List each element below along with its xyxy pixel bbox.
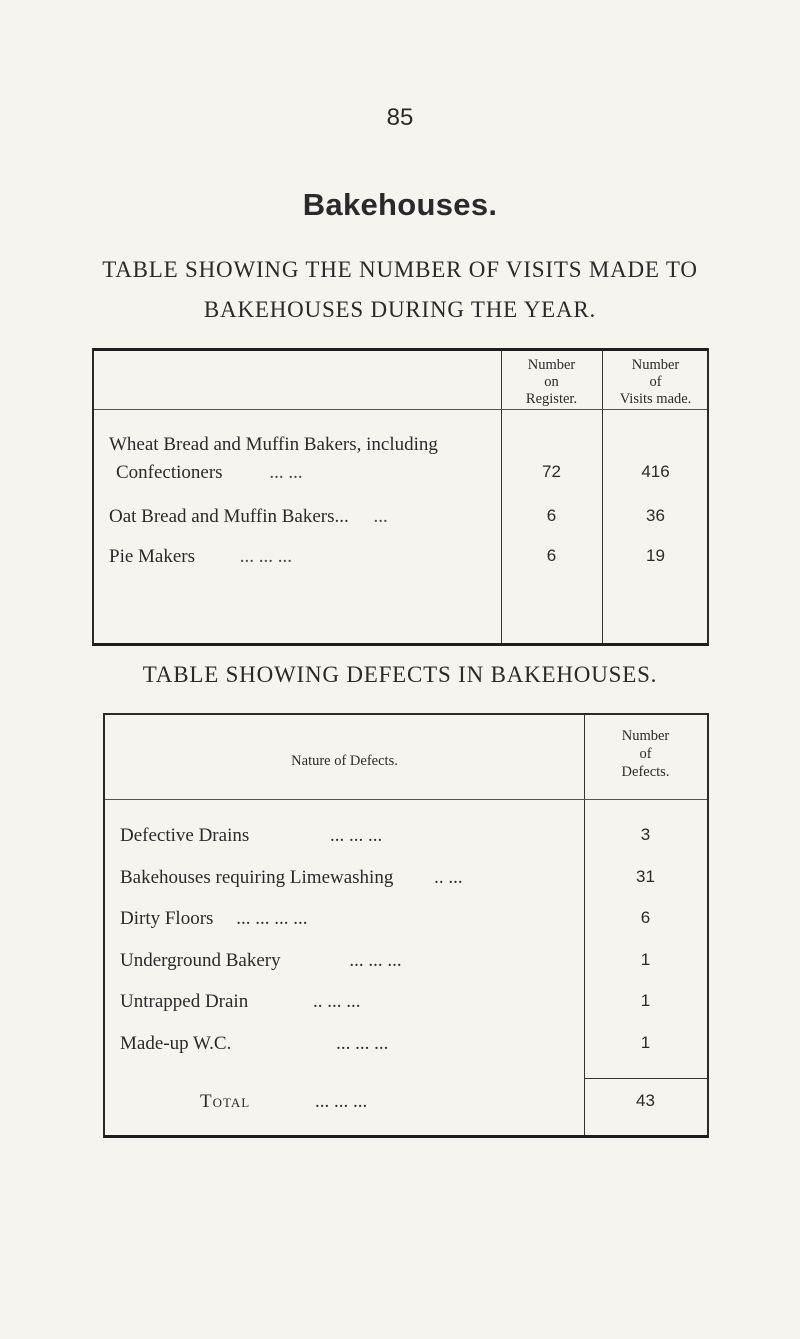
register-count: 72	[542, 462, 561, 481]
defect-count: 1	[640, 950, 651, 969]
visits-count: 416	[641, 462, 670, 481]
row-label: Confectioners ... ...	[116, 462, 303, 483]
table-row	[105, 991, 707, 1019]
visits-table-caption-line1: TABLE SHOWING THE NUMBER OF VISITS MADE TO	[102, 257, 698, 282]
total-row	[105, 1091, 707, 1119]
visits-count: 19	[646, 546, 665, 565]
defect-label: Defective Drains ... ... ...	[120, 825, 383, 846]
defects-table	[103, 713, 709, 1138]
total-label-group: Total ... ... ...	[200, 1091, 368, 1112]
table-row	[105, 1033, 707, 1061]
row-label-line1: Wheat Bread and Muffin Bakers, including	[109, 434, 438, 455]
header-number-of-visits: Number of Visits made.	[619, 357, 692, 407]
visits-table-caption-line2: BAKEHOUSES DURING THE YEAR.	[203, 297, 597, 322]
defect-count: 31	[636, 867, 655, 886]
header-number-of-defects: Number of Defects.	[621, 728, 670, 780]
header-divider	[94, 409, 707, 410]
total-count: 43	[636, 1091, 655, 1110]
table-row	[105, 950, 707, 978]
page-number: 85	[386, 104, 414, 131]
header-nature-of-defects: Nature of Defects.	[291, 753, 398, 769]
defects-table-caption: TABLE SHOWING DEFECTS IN BAKEHOUSES.	[142, 662, 658, 687]
header-number-on-register: Number on Register.	[525, 357, 578, 407]
table-row	[94, 506, 707, 534]
register-count: 6	[546, 506, 557, 525]
visits-count: 36	[646, 506, 665, 525]
register-count: 6	[546, 546, 557, 565]
table-row	[94, 462, 707, 490]
section-title: Bakehouses.	[302, 187, 498, 222]
visits-table	[92, 348, 709, 646]
table-row	[105, 867, 707, 895]
table-row	[105, 908, 707, 936]
header-divider	[105, 799, 707, 800]
defect-count: 1	[640, 991, 651, 1010]
defect-count: 3	[640, 825, 651, 844]
defect-label: Dirty Floors ... ... ... ...	[120, 908, 308, 929]
table-row	[94, 546, 707, 574]
defect-label: Untrapped Drain .. ... ...	[120, 991, 361, 1012]
defect-label: Bakehouses requiring Limewashing .. ...	[120, 867, 463, 888]
total-divider	[584, 1078, 707, 1079]
defect-label: Made-up W.C. ... ... ...	[120, 1033, 389, 1054]
row-label: Pie Makers ... ... ...	[109, 546, 293, 567]
defect-count: 1	[640, 1033, 651, 1052]
defect-label: Underground Bakery ... ... ...	[120, 950, 402, 971]
table-row-first-line	[94, 434, 707, 462]
total-label: Total	[200, 1091, 251, 1112]
table-row	[105, 825, 707, 853]
row-label: Oat Bread and Muffin Bakers... ...	[109, 506, 388, 527]
defect-count: 6	[640, 908, 651, 927]
